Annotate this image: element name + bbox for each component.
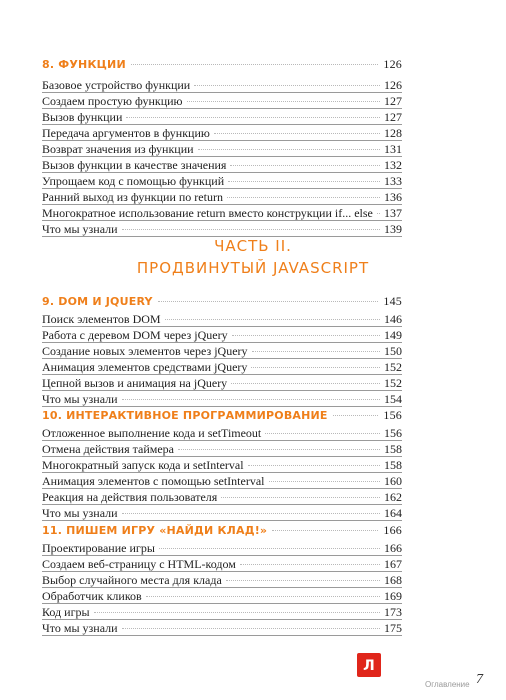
- entry-title: Передача аргументов в функцию: [42, 126, 210, 140]
- chapter-8-heading[interactable]: [42, 57, 402, 72]
- entry-page: 166: [384, 541, 402, 555]
- chapter-title: 8. ФУНКЦИИ: [42, 58, 126, 71]
- entry-page: 132: [384, 158, 402, 172]
- leader-dots: [240, 564, 380, 565]
- toc-entry[interactable]: [42, 173, 402, 189]
- footer-section-label: Оглавление: [425, 680, 470, 689]
- leader-dots: [269, 481, 381, 482]
- toc-entry[interactable]: [42, 457, 402, 473]
- entry-page: 162: [384, 490, 402, 504]
- entry-title: Анимация элементов средствами jQuery: [42, 360, 248, 374]
- leader-dots: [122, 628, 380, 629]
- entry-page: 131: [384, 142, 402, 156]
- entry-title: Ранний выход из функции по return: [42, 190, 223, 204]
- entry-page: 173: [384, 605, 402, 619]
- toc-entry[interactable]: [42, 505, 402, 521]
- entry-title: Проектирование игры: [42, 541, 155, 555]
- leader-dots: [272, 530, 378, 531]
- entry-page: 168: [384, 573, 402, 587]
- entry-title: Реакция на действия пользователя: [42, 490, 218, 504]
- toc-entry[interactable]: [42, 473, 402, 489]
- entry-title: Многократный запуск кода и setInterval: [42, 458, 244, 472]
- entry-page: 152: [384, 376, 402, 390]
- entry-page: 164: [384, 506, 402, 520]
- entry-title: Поиск элементов DOM: [42, 312, 161, 326]
- toc-entry[interactable]: [42, 189, 402, 205]
- entry-title: Что мы узнали: [42, 392, 118, 406]
- chapter-page: 145: [383, 294, 402, 308]
- entry-title: Что мы узнали: [42, 222, 118, 236]
- entry-title: Что мы узнали: [42, 621, 118, 635]
- entry-title: Создаем простую функцию: [42, 94, 183, 108]
- toc-entry[interactable]: [42, 425, 402, 441]
- entry-title: Базовое устройство функции: [42, 78, 191, 92]
- toc-entry[interactable]: [42, 375, 402, 391]
- chapter-title: 10. ИНТЕРАКТИВНОЕ ПРОГРАММИРОВАНИЕ: [42, 409, 328, 422]
- toc-entry[interactable]: [42, 109, 402, 125]
- leader-dots: [146, 596, 380, 597]
- entry-page: 126: [384, 78, 402, 92]
- entry-page: 146: [384, 312, 402, 326]
- entry-title: Код игры: [42, 605, 90, 619]
- leader-dots: [214, 133, 380, 134]
- leader-dots: [248, 465, 380, 466]
- leader-dots: [377, 213, 380, 214]
- entry-page: 169: [384, 589, 402, 603]
- entry-page: 154: [384, 392, 402, 406]
- entry-title: Что мы узнали: [42, 506, 118, 520]
- leader-dots: [194, 85, 380, 86]
- entry-title: Работа с деревом DOM через jQuery: [42, 328, 228, 342]
- leader-dots: [251, 367, 380, 368]
- leader-dots: [198, 149, 380, 150]
- entry-page: 160: [384, 474, 402, 488]
- entry-page: 127: [384, 110, 402, 124]
- chapter-page: 156: [383, 408, 402, 422]
- entry-title: Выбор случайного места для клада: [42, 573, 222, 587]
- entry-title: Отмена действия таймера: [42, 442, 174, 456]
- toc-entry[interactable]: [42, 489, 402, 505]
- chapter-title: 11. ПИШЕМ ИГРУ «НАЙДИ КЛАД!»: [42, 524, 268, 537]
- entry-page: 127: [384, 94, 402, 108]
- entry-title: Обработчик кликов: [42, 589, 142, 603]
- entry-page: 136: [384, 190, 402, 204]
- leader-dots: [333, 415, 379, 416]
- toc-entry[interactable]: [42, 221, 402, 237]
- entry-page: 152: [384, 360, 402, 374]
- entry-page: 133: [384, 174, 402, 188]
- leader-dots: [187, 101, 380, 102]
- leader-dots: [126, 117, 380, 118]
- leader-dots: [122, 513, 380, 514]
- publisher-logo-icon: [357, 653, 381, 677]
- entry-page: 158: [384, 458, 402, 472]
- toc-entry[interactable]: [42, 359, 402, 375]
- chapter-11-heading[interactable]: [42, 523, 402, 538]
- entry-page: 167: [384, 557, 402, 571]
- leader-dots: [178, 449, 380, 450]
- chapter-10-heading[interactable]: [42, 408, 402, 423]
- toc-entry[interactable]: [42, 572, 402, 588]
- toc-entry[interactable]: [42, 125, 402, 141]
- entry-title: Анимация элементов с помощью setInterval: [42, 474, 265, 488]
- chapter-9-heading[interactable]: [42, 294, 402, 309]
- leader-dots: [221, 497, 380, 498]
- toc-entry[interactable]: [42, 391, 402, 407]
- entry-title: Цепной вызов и анимация на jQuery: [42, 376, 228, 390]
- svg-text:Л: Л: [363, 658, 375, 674]
- leader-dots: [122, 229, 380, 230]
- entry-page: 139: [384, 222, 402, 236]
- leader-dots: [122, 399, 380, 400]
- entry-title: Вызов функции в качестве значения: [42, 158, 227, 172]
- entry-page: 150: [384, 344, 402, 358]
- toc-entry[interactable]: [42, 556, 402, 572]
- leader-dots: [232, 335, 380, 336]
- chapter-page: 166: [383, 523, 402, 537]
- toc-entry[interactable]: [42, 327, 402, 343]
- leader-dots: [158, 301, 379, 302]
- entry-title: Отложенное выполнение кода и setTimeout: [42, 426, 262, 440]
- entry-title: Возврат значения из функции: [42, 142, 194, 156]
- leader-dots: [228, 181, 380, 182]
- entry-title: Вызов функции: [42, 110, 123, 124]
- leader-dots: [94, 612, 380, 613]
- page-number: 7: [476, 672, 483, 687]
- toc-entry[interactable]: [42, 141, 402, 157]
- entry-title: Создаем веб-страницу с HTML-кодом: [42, 557, 236, 571]
- entry-page: 158: [384, 442, 402, 456]
- toc-entry[interactable]: [42, 604, 402, 620]
- toc-entry[interactable]: [42, 205, 402, 221]
- part-title-line-1: ЧАСТЬ II.: [214, 237, 292, 255]
- toc-entry[interactable]: [42, 311, 402, 327]
- entry-page: 137: [384, 206, 402, 220]
- entry-title: Многократное использование return вместо конструкции if... else: [42, 206, 373, 220]
- toc-entry[interactable]: [42, 588, 402, 604]
- entry-title: Создание новых элементов через jQuery: [42, 344, 248, 358]
- entry-page: 156: [384, 426, 402, 440]
- toc-entry[interactable]: [42, 540, 402, 556]
- leader-dots: [159, 548, 380, 549]
- entry-page: 149: [384, 328, 402, 342]
- leader-dots: [131, 64, 379, 65]
- leader-dots: [226, 580, 380, 581]
- entry-page: 175: [384, 621, 402, 635]
- toc-entry[interactable]: [42, 93, 402, 109]
- leader-dots: [227, 197, 380, 198]
- chapter-page: 126: [383, 57, 402, 71]
- leader-dots: [230, 165, 380, 166]
- toc-entry[interactable]: [42, 343, 402, 359]
- entry-title: Упрощаем код с помощью функций: [42, 174, 225, 188]
- chapter-title: 9. DOM И JQUERY: [42, 295, 153, 308]
- leader-dots: [252, 351, 380, 352]
- toc-entry[interactable]: [42, 157, 402, 173]
- toc-entry[interactable]: [42, 441, 402, 457]
- leader-dots: [165, 319, 380, 320]
- leader-dots: [231, 383, 380, 384]
- leader-dots: [265, 433, 380, 434]
- toc-entry[interactable]: [42, 77, 402, 93]
- toc-entry[interactable]: [42, 620, 402, 636]
- entry-page: 128: [384, 126, 402, 140]
- part-title-line-2: ПРОДВИНУТЫЙ JAVASCRIPT: [136, 259, 370, 277]
